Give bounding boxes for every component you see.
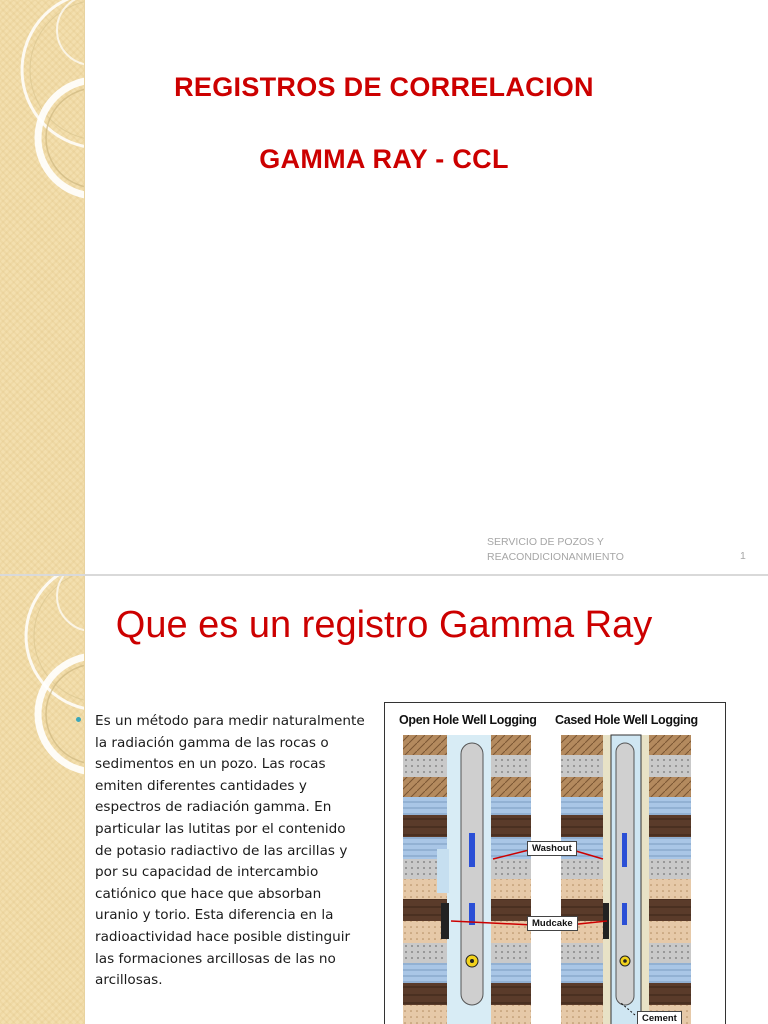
body-line: Es un método para medir naturalmente [95, 713, 365, 729]
well-logging-figure [384, 702, 726, 1024]
footer-line2: REACONDICIONANMIENTO [487, 551, 624, 563]
body-paragraph [95, 711, 385, 992]
body-line: la radiación gamma de las rocas o [95, 734, 329, 751]
body-line: por su capacidad de intercambio [95, 864, 319, 881]
callout-mudcake: Mudcake [527, 916, 578, 931]
slide-title-line2: GAMMA RAY - CCL [259, 144, 509, 174]
body-line: espectros de radiación gamma. En [95, 799, 332, 816]
body-line: emiten diferentes cantidades y [95, 777, 307, 794]
body-line: radioactividad hace posible distinguir [95, 928, 351, 945]
body-line: las formaciones arcillosas de las no [95, 950, 336, 967]
footer-text [487, 535, 624, 565]
well-diagram-graphic [385, 703, 725, 1024]
callout-washout: Washout [527, 841, 577, 856]
slide-title-line1: REGISTROS DE CORRELACION [174, 72, 594, 102]
body-line: particular las lutitas por el contenido [95, 820, 346, 837]
page-number: 1 [740, 550, 746, 562]
body-line: sedimentos en un pozo. Las rocas [95, 756, 326, 773]
bullet-icon [76, 717, 81, 722]
figure-title-open-hole: Open Hole Well Logging [399, 713, 537, 727]
footer-line1: SERVICIO DE POZOS Y [487, 536, 604, 548]
body-line: catiónico que hace que absorban [95, 885, 322, 902]
body-line: arcillosas. [95, 972, 163, 989]
slide-2 [0, 576, 768, 1024]
slide-title: Que es un registro Gamma Ray [115, 604, 653, 646]
body-line: de potasio radiactivo de las arcillas y [95, 842, 348, 859]
body-line: uranio y torio. Esta diferencia en la [95, 907, 334, 924]
callout-cement: Cement [637, 1011, 682, 1024]
figure-title-cased-hole: Cased Hole Well Logging [555, 713, 698, 727]
